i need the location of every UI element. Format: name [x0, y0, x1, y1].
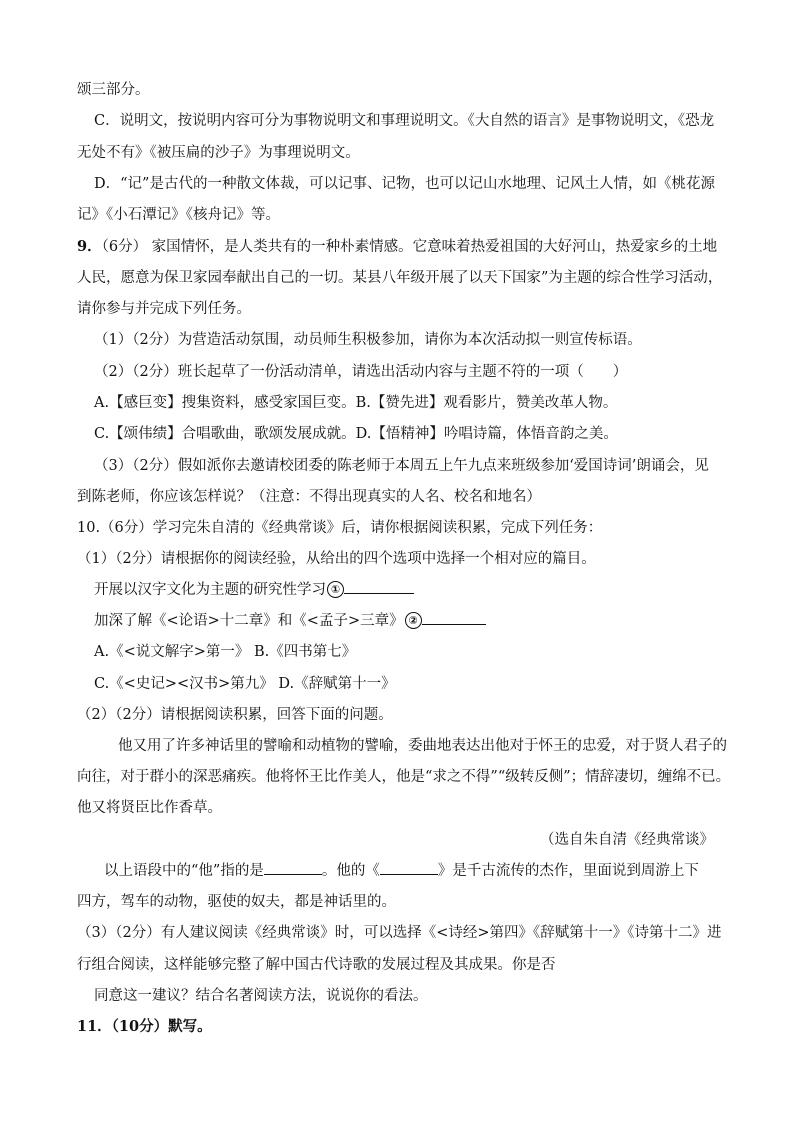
- fill-text: 以上语段中的“他”指的是: [104, 863, 264, 879]
- text-line: 无处不有》《被压扁的沙子》为事理说明文。: [77, 145, 360, 161]
- question-number: 9．: [77, 238, 102, 255]
- sub-question: （3）（2分）假如派你去邀请校团委的陈老师于本周五上午九点来班级参加‘爱国诗词’朗诵会，见: [94, 458, 709, 474]
- fill-line: [94, 580, 414, 600]
- option-line: C.【颂伟绩】合唱歌曲，歌颂发展成就。D.【悟精神】吟唱诗篇，体悟音韵之美。: [94, 426, 618, 442]
- question-text: （6分） 家国情怀，是人类共有的一种朴素情感。它意味着热爱祖国的大好河山，热爱家乡的土地: [101, 239, 718, 255]
- text-line: 行组合阅读，这样能够完整了解中国古代诗歌的发展过程及其成果。你是否: [77, 957, 556, 973]
- text-line: 同意这一建议？结合名著阅读方法，说说你的看法。: [94, 988, 428, 1004]
- text-line: 记》《小石潭记》《核舟记》等。: [77, 207, 280, 223]
- answer-blank[interactable]: [344, 581, 414, 594]
- text-line: 四方，驾车的动物，驱使的奴夫，都是神话里的。: [77, 894, 396, 910]
- answer-blank[interactable]: [264, 862, 322, 875]
- fill-line: [94, 611, 486, 631]
- sub-question: （2）（2分）请根据阅读积累，回答下面的问题。: [77, 707, 393, 723]
- text-line: 人民，愿意为保卫家园奉献出自己的一切。某县八年级开展了以天下国家”为主题的综合性学习活动，: [77, 270, 723, 286]
- passage-source: （选自朱自清《经典常谈》: [540, 832, 714, 848]
- answer-blank[interactable]: [422, 612, 486, 625]
- circle-number-one: ①: [327, 581, 344, 598]
- passage-line: 向往，对于群小的深恶痛疾。他将怀王比作美人，他是“求之不得”“级转反侧”；情辞凄切，缠绵不已。: [77, 769, 731, 785]
- fill-text: 开展以汉字文化为主题的研究性学习: [94, 582, 326, 598]
- text-line: 请你参与并完成下列任务。: [77, 301, 251, 317]
- text-line: 颂三部分。: [77, 82, 150, 98]
- fill-text: 。他的《: [321, 863, 380, 879]
- question-9-header: [77, 237, 717, 257]
- answer-blank[interactable]: [380, 862, 438, 875]
- passage-line: 他又用了许多神话里的譬喻和动植物的譬喻，委曲地表达出他对于怀王的忠爱，对于贤人君子的: [118, 738, 727, 754]
- option-line: A.【感巨变】搜集资料，感受家国巨变。B.【赞先进】观看影片，赞美改革人物。: [94, 395, 618, 411]
- text-line: C．说明文，按说明内容可分为事物说明文和事理说明文。《大自然的语言》是事物说明文，《恐龙: [94, 113, 715, 129]
- sub-question: （1）（2分）请根据你的阅读经验，从给出的四个选项中选择一个相对应的篇目。: [77, 551, 596, 567]
- text-line: 到陈老师，你应该怎样说？（注意：不得出现真实的人名、校名和地名）: [77, 489, 541, 505]
- question-11-header: 11．（10分）默写。: [77, 1018, 212, 1035]
- option-line: C.《<史记><汉书>第九》 D.《辞赋第十一》: [94, 676, 396, 692]
- passage-line: 他又将贤臣比作香草。: [77, 800, 222, 816]
- text-line: D．“记”是古代的一种散文体裁，可以记事、记物，也可以记山水地理、记风土人情，如《桃花源: [94, 176, 715, 192]
- fill-text: 》是千古流传的杰作，里面说到周游上下: [437, 863, 699, 879]
- circle-number-two: ②: [405, 612, 422, 629]
- sub-question: （1）（2分）为营造活动氛围，动员师生积极参加，请你为本次活动拟一则宣传标语。: [94, 332, 642, 348]
- sub-question: （3）（2分）有人建议阅读《经典常谈》时，可以选择《<诗经>第四》《辞赋第十一》《诗第十二》进: [77, 925, 722, 941]
- fill-text: 加深了解《<论语>十二章》和《<孟子>三章》: [94, 613, 404, 629]
- sub-question: （2）（2分）班长起草了一份活动清单，请选出活动内容与主题不符的一项（ ）: [94, 364, 628, 380]
- option-line: A.《<说文解字>第一》 B.《四书第七》: [94, 644, 357, 660]
- fill-line: [104, 861, 699, 881]
- question-10-header: 10.（6分）学习完朱自清的《经典常谈》后，请你根据阅读积累，完成下列任务：: [77, 520, 603, 536]
